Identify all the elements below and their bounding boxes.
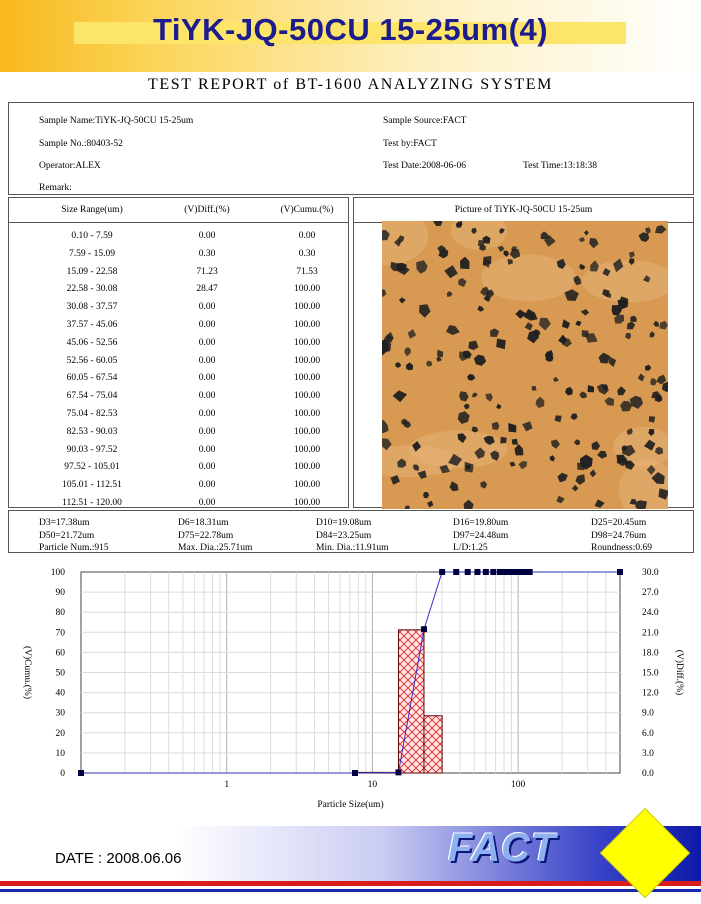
diff-bar bbox=[424, 716, 442, 773]
cell-size-range: 97.52 - 105.01 bbox=[64, 462, 120, 473]
remark: Remark: bbox=[39, 183, 72, 193]
cell-diff: 0.00 bbox=[198, 426, 216, 437]
cell-cumu: 71.53 bbox=[296, 266, 318, 277]
y-right-tick-label: 18.0 bbox=[642, 648, 659, 659]
cumulative-point bbox=[483, 569, 489, 575]
y-left-tick-label: 60 bbox=[55, 648, 65, 659]
cell-diff: 0.00 bbox=[198, 231, 216, 241]
y-right-tick-label: 30.0 bbox=[642, 568, 659, 578]
stat-value: D98=24.76um bbox=[591, 531, 647, 541]
y-right-tick-label: 21.0 bbox=[642, 628, 659, 639]
cell-diff: 0.00 bbox=[198, 302, 216, 313]
operator: Operator:ALEX bbox=[39, 161, 101, 171]
cell-cumu: 100.00 bbox=[293, 373, 321, 384]
particle bbox=[635, 500, 647, 509]
particle bbox=[500, 437, 507, 444]
cell-cumu: 100.00 bbox=[293, 337, 321, 348]
y-right-tick-label: 12.0 bbox=[642, 688, 659, 699]
stat-value: D16=19.80um bbox=[453, 518, 509, 528]
picture-caption: Picture of TiYK-JQ-50CU 15-25um bbox=[454, 205, 593, 215]
cell-cumu: 100.00 bbox=[293, 302, 321, 313]
footer-blue-line bbox=[0, 889, 701, 892]
statistics-box bbox=[8, 510, 694, 553]
picture-panel bbox=[353, 197, 694, 508]
table-header-divider bbox=[9, 222, 348, 223]
stat-value: D50=21.72um bbox=[39, 531, 95, 541]
cumulative-point bbox=[395, 769, 401, 775]
cell-cumu: 100.00 bbox=[293, 462, 321, 473]
sample-number: Sample No.:80403-52 bbox=[39, 139, 123, 149]
stat-value: D3=17.38um bbox=[39, 518, 90, 528]
y-left-tick-label: 20 bbox=[55, 728, 65, 739]
column-header-diff: (V)Diff.(%) bbox=[184, 205, 230, 215]
tested-by: Test by:FACT bbox=[383, 139, 437, 149]
cumulative-point bbox=[503, 569, 509, 575]
cumulative-point bbox=[474, 569, 480, 575]
cell-size-range: 67.54 - 75.04 bbox=[66, 391, 118, 402]
y-right-axis-label: (V)Diff.(%) bbox=[674, 649, 684, 696]
cell-size-range: 60.05 - 67.54 bbox=[66, 373, 118, 384]
particle bbox=[532, 386, 537, 390]
column-header-size-range: Size Range(um) bbox=[61, 205, 123, 215]
cell-diff: 0.00 bbox=[198, 480, 216, 491]
test-date: Test Date:2008-06-06 bbox=[383, 161, 466, 171]
cell-size-range: 15.09 - 22.58 bbox=[66, 266, 118, 277]
cell-cumu: 100.00 bbox=[293, 320, 321, 330]
cell-diff: 0.00 bbox=[198, 391, 216, 402]
cell-cumu: 0.30 bbox=[298, 248, 316, 259]
cell-size-range: 90.03 - 97.52 bbox=[66, 444, 118, 455]
cell-diff: 0.00 bbox=[198, 444, 216, 455]
y-left-tick-label: 40 bbox=[55, 688, 65, 699]
cell-diff: 0.00 bbox=[198, 320, 216, 330]
stat-value: D97=24.48um bbox=[453, 531, 509, 541]
cell-size-range: 7.59 - 15.09 bbox=[69, 248, 115, 259]
test-time: Test Time:13:18:38 bbox=[523, 161, 598, 171]
x-tick-label: 1 bbox=[224, 780, 230, 790]
cell-diff: 0.00 bbox=[198, 462, 216, 473]
y-left-tick-label: 0 bbox=[60, 769, 65, 779]
cell-diff: 0.00 bbox=[198, 355, 216, 366]
cell-diff: 0.00 bbox=[198, 409, 216, 419]
particle bbox=[466, 464, 471, 469]
cell-diff: 0.00 bbox=[198, 373, 216, 384]
cell-cumu: 100.00 bbox=[293, 498, 321, 508]
report-title: TEST REPORT of BT-1600 ANALYZING SYSTEM bbox=[148, 76, 553, 93]
cell-size-range: 0.10 - 7.59 bbox=[71, 231, 113, 241]
cell-cumu: 100.00 bbox=[293, 409, 321, 419]
cell-diff: 0.30 bbox=[198, 248, 216, 259]
y-right-tick-label: 15.0 bbox=[642, 668, 659, 679]
stat-value: D6=18.31um bbox=[178, 518, 229, 528]
stat-value: Max. Dia.:25.71um bbox=[178, 543, 253, 553]
cumulative-point bbox=[497, 569, 503, 575]
stat-value: L/D:1.25 bbox=[453, 543, 488, 553]
cell-size-range: 105.01 - 112.51 bbox=[62, 480, 122, 491]
fact-logo: FACT bbox=[448, 826, 557, 870]
y-left-tick-label: 30 bbox=[55, 708, 65, 719]
cumulative-point bbox=[352, 770, 358, 776]
size-distribution-chart bbox=[0, 560, 701, 815]
stat-value: D25=20.45um bbox=[591, 518, 647, 528]
x-tick-label: 10 bbox=[367, 780, 378, 790]
cumulative-point bbox=[439, 569, 445, 575]
y-right-tick-label: 9.0 bbox=[642, 708, 654, 719]
cell-size-range: 112.51 - 120.00 bbox=[62, 498, 122, 508]
stat-value: D84=23.25um bbox=[316, 531, 372, 541]
sample-name: Sample Name:TiYK-JQ-50CU 15-25um bbox=[39, 116, 194, 126]
y-left-tick-label: 10 bbox=[55, 748, 65, 759]
stat-value: Min. Dia.:11.91um bbox=[316, 543, 389, 553]
y-left-tick-label: 90 bbox=[55, 588, 65, 599]
cell-cumu: 100.00 bbox=[293, 444, 321, 455]
footer-date: DATE : 2008.06.06 bbox=[55, 850, 182, 867]
cumulative-point bbox=[453, 569, 459, 575]
y-left-tick-label: 50 bbox=[55, 668, 65, 679]
cell-cumu: 100.00 bbox=[293, 426, 321, 437]
cell-cumu: 100.00 bbox=[293, 355, 321, 366]
cell-size-range: 30.08 - 37.57 bbox=[66, 302, 118, 313]
y-left-tick-label: 80 bbox=[55, 608, 65, 619]
cell-size-range: 75.04 - 82.53 bbox=[66, 409, 118, 419]
cell-size-range: 22.58 - 30.08 bbox=[66, 284, 118, 295]
cumulative-point bbox=[78, 770, 84, 776]
cell-size-range: 37.57 - 45.06 bbox=[66, 320, 118, 330]
stat-value: Roundness:0.69 bbox=[591, 543, 652, 553]
stat-value: D75=22.78um bbox=[178, 531, 234, 541]
cumulative-point bbox=[527, 569, 533, 575]
size-distribution-table bbox=[8, 197, 349, 508]
footer-red-line bbox=[0, 881, 701, 886]
cell-cumu: 100.00 bbox=[293, 284, 321, 295]
cell-diff: 0.00 bbox=[198, 337, 216, 348]
cumulative-point bbox=[465, 569, 471, 575]
particle bbox=[577, 463, 585, 471]
cell-size-range: 45.06 - 52.56 bbox=[66, 337, 118, 348]
cumulative-point bbox=[421, 626, 427, 632]
cell-diff: 0.00 bbox=[198, 498, 216, 508]
particle bbox=[512, 439, 518, 445]
y-left-tick-label: 100 bbox=[50, 568, 65, 578]
x-axis-label: Particle Size(um) bbox=[317, 800, 384, 810]
cell-cumu: 100.00 bbox=[293, 480, 321, 491]
particle-micrograph bbox=[382, 221, 668, 509]
cell-size-range: 52.56 - 60.05 bbox=[66, 355, 118, 366]
cell-diff: 71.23 bbox=[196, 266, 218, 277]
cumulative-point bbox=[490, 569, 496, 575]
y-left-axis-label: (V)Cumu.(%) bbox=[22, 645, 32, 700]
y-right-tick-label: 24.0 bbox=[642, 608, 659, 619]
y-right-tick-label: 3.0 bbox=[642, 748, 654, 759]
cell-diff: 28.47 bbox=[196, 284, 218, 295]
cell-size-range: 82.53 - 90.03 bbox=[66, 426, 118, 437]
sample-info-box bbox=[8, 102, 694, 195]
cell-cumu: 0.00 bbox=[298, 231, 316, 241]
cumulative-point bbox=[617, 569, 623, 575]
stat-value: Particle Num.:915 bbox=[39, 543, 109, 553]
column-header-cumu: (V)Cumu.(%) bbox=[280, 205, 334, 215]
y-right-tick-label: 6.0 bbox=[642, 728, 654, 739]
cell-cumu: 100.00 bbox=[293, 391, 321, 402]
stat-value: D10=19.08um bbox=[316, 518, 372, 528]
sample-source: Sample Source:FACT bbox=[383, 116, 467, 126]
page-title: TiYK-JQ-50CU 15-25um(4) bbox=[152, 12, 549, 47]
y-right-tick-label: 0.0 bbox=[642, 769, 654, 779]
y-right-tick-label: 27.0 bbox=[642, 588, 659, 599]
x-tick-label: 100 bbox=[511, 780, 526, 790]
y-left-tick-label: 70 bbox=[55, 628, 65, 639]
